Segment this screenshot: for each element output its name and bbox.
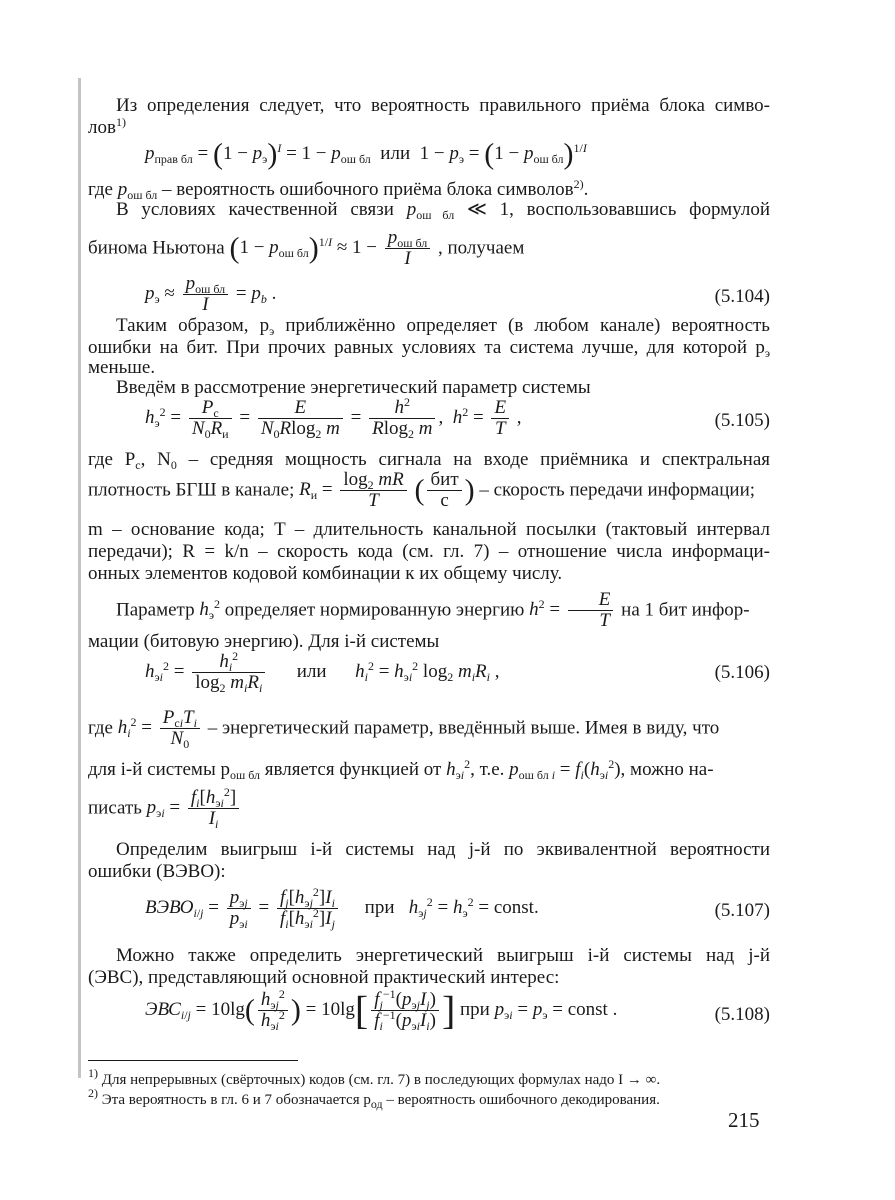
paragraph-line: ошибки (ВЭВО): — [88, 861, 226, 882]
formula-prav-bl: $p_{прав бл} = (1 - p_э)^I = 1 - p_{ош бл}$ или $1 - p_э = (1 - p_{ош бл})^{1/I}$ — [145, 137, 587, 171]
paragraph-line: Определим выигрыш i-й системы над j-й по эквивалентной вероятности — [116, 839, 770, 860]
paragraph-line: лов$^{1)}$ — [88, 115, 126, 138]
paragraph-line: меньше. — [88, 357, 156, 378]
equation-number: (5.104) — [714, 286, 770, 307]
paragraph-line: Введём в рассмотрение энергетический параметр системы — [116, 377, 591, 398]
equation-number: (5.106) — [714, 662, 770, 683]
equation-number: (5.108) — [714, 1004, 770, 1025]
footnote: $^{2)}$ Эта вероятность в гл. 6 и 7 обозначается $p_{од}$ – вероятность ошибочного декодирования. — [88, 1086, 660, 1111]
equation-number: (5.105) — [714, 410, 770, 431]
footnote-divider — [88, 1060, 298, 1061]
paragraph-line: бинома Ньютона $(1 - p_{ош бл})^{1/I} \approx 1$ − $\frac{p_{ош бл}}{I}$ , получаем — [88, 227, 525, 269]
paragraph-line: онных элементов кодовой комбинации к их общему числу. — [88, 563, 563, 584]
paragraph-line: ошибки на бит. При прочих равных условиях та система лучше, для которой $p_э$ — [88, 337, 770, 360]
paragraph-line: для i-й системы $p_{ош бл}$ является функцией от $h_{эi}^2$, т.е. $p_{ош бл i} = f_i(h_{эi}^2)$, можно на- — [88, 757, 714, 782]
paragraph-line: плотность БГШ в канале; $R_и$ = $\frac{\log_2 mR}{T}$ ( $\frac{\text{бит}}{с}$ ) – скорость передачи информации; — [88, 469, 756, 511]
paragraph-line: Параметр $h_э^2$ определяет нормированную энергию $h^2$ = $\frac{E}{T}$ на 1 бит инфор- — [116, 589, 750, 631]
scan-edge-shadow — [78, 78, 81, 1078]
paragraph-line: где $P_c$, $N_0$ – средняя мощность сигнала на входе приёмника и спектральная — [88, 449, 770, 472]
equation-number: (5.107) — [714, 900, 770, 921]
page-number: 215 — [728, 1108, 760, 1132]
paragraph-line: писать $p_{эi}$ = $\frac{f_i[h_{эi}^2]}{I_i}$ — [88, 788, 770, 834]
formula-5-105: $h_э^2$ = $\frac{P_c}{N_0R_и}$ = $\frac{E}{N_0Rlog_2 m}$ = $\frac{h^2}{Rlog_2 m}$ , $h^2$ = $\frac{E}{T}$ , — [145, 395, 522, 441]
paragraph-line: где $p_{ош бл}$ – вероятность ошибочного приёма блока символов$^{2)}$. — [88, 177, 589, 202]
formula-5-108: $ЭВС_{i/j} = 10\lg$( $\frac{h_{эj}^2}{h_{эi}^2}$ ) = 10lg[ $\frac{f_j^{-1}(p_{эj}I_j)}{f_i^{-1}(p_{эi}I_i)}$ ] при $p_{эi} = p_э$ = const . — [145, 987, 618, 1033]
paragraph-line: мации (битовую энергию). Для i-й системы — [88, 631, 440, 652]
paragraph-line: (ЭВС), представляющий основной практический интерес: — [88, 967, 560, 988]
paragraph-line: где $h_i^2$ = $\frac{P_{ci}T_i}{N_0}$ – энергетический параметр, введённый выше. Имея в виду, что — [88, 707, 720, 751]
paragraph-line: Можно также определить энергетический выигрыш i-й системы над j-й — [116, 945, 770, 966]
footnote-ref: 1) — [115, 115, 126, 129]
footnote: $^{1)}$ Для непрерывных (свёрточных) кодов (см. гл. 7) в последующих формулах надо I → ∞. — [88, 1066, 661, 1088]
formula-5-107: $ВЭВО_{i/j}$ = $\frac{p_{эj}}{p_{эi}}$ = $\frac{f_j[h_{эj}^2]I_i}{f_i[h_{эi}^2]I_j}$ при $h_{эj}^2 = h_э^2$ = const. — [145, 885, 539, 931]
paragraph-line: передачи); R = k/n – скорость кода (см. гл. 7) – отношение числа информаци- — [88, 541, 770, 562]
paragraph-line: Из определения следует, что вероятность правильного приёма блока симво- — [116, 95, 770, 116]
paragraph-line: В условиях качественной связи $p_{ош бл}$ ≪ 1, воспользовавшись формулой — [116, 199, 770, 222]
formula-5-106: $h_{эi}^2$ = $\frac{h_i^2}{\log_2 m_iR_i}$ или $h_i^2 = h_{эi}^2$ $\log_2 m_iR_i$ , — [145, 649, 500, 695]
paragraph-line: Таким образом, $p_э$ приближённо определяет (в любом канале) вероятность — [116, 315, 770, 338]
formula-5-104: $p_э$ ≈ $\frac{p_{ош бл}}{I}$ = $p_b$ . — [145, 273, 277, 315]
paragraph-line: m – основание кода; T – длительность канальной посылки (тактовый интервал — [88, 519, 770, 540]
